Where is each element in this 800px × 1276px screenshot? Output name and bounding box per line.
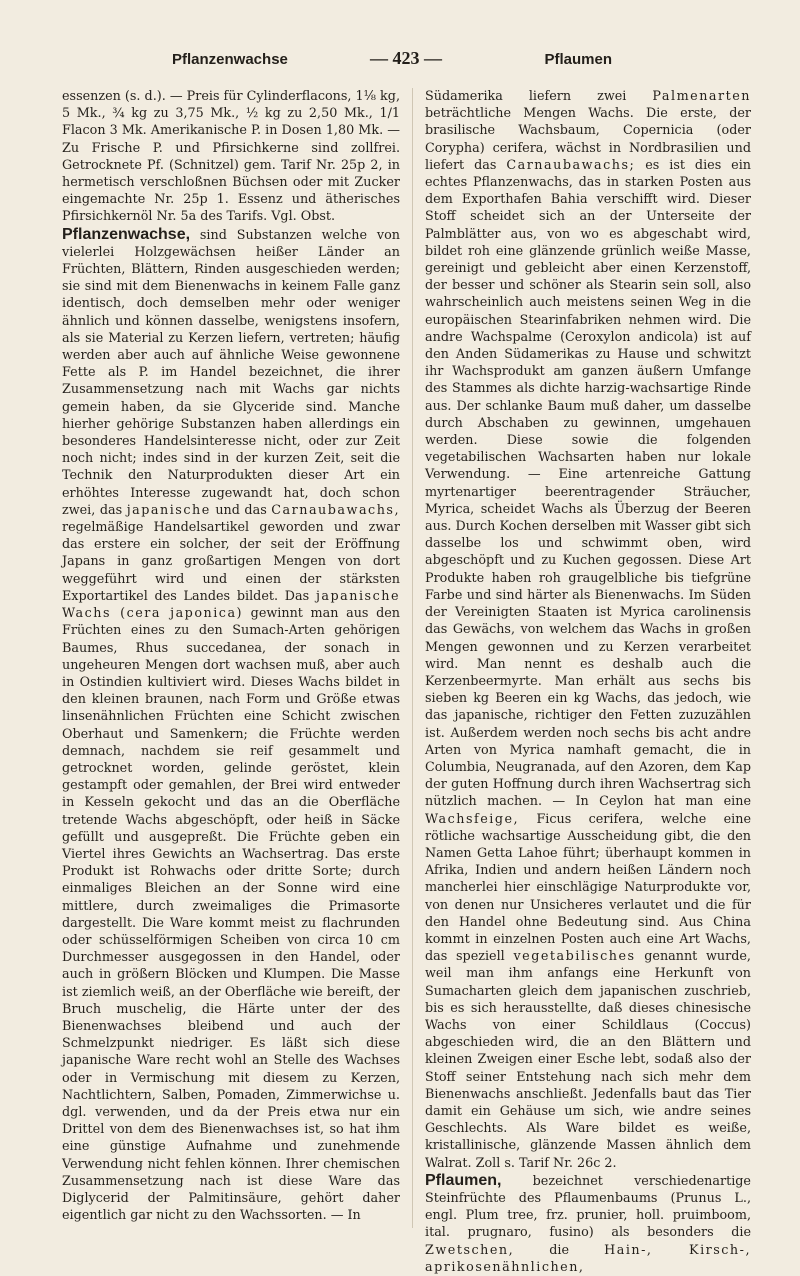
- entry-pflaumen: [425, 1172, 751, 1276]
- entry-headword: Pflaumen,: [425, 1171, 502, 1189]
- paragraph-text: regelmäßige Handelsartikel geworden und zwar das erstere ein solcher, der seit der Eröffnung Japans in ganz großartigen Mengen von dort weggeführt wird und einen der stärksten Exportartikel des Landes bildet. Das: [62, 520, 400, 604]
- spaced-term: japanische Wachs (cera japonica): [62, 588, 400, 622]
- spaced-term: Wachsfeige,: [425, 811, 520, 827]
- spaced-term: Hain-, Kirsch-, aprikosenähnlichen,: [425, 1242, 751, 1275]
- paragraph-text: und das: [215, 502, 267, 518]
- paragraph-text: die: [549, 1242, 570, 1258]
- header-right-keyword: Pflaumen: [544, 51, 612, 68]
- paragraph-text: Ficus cerifera, welche eine rötliche wachsartige Ausscheidung gibt, die den Namen Getta Lahoe führt; überhaupt kommen in Afrika, Indien und andern heißen Ländern noch mancherlei hier einschlägige Naturprodukte vor, von denen nur Unsicheres verlautet und die für den Handel ohne Bedeutung sind. Aus China kommt in einzelnen Posten auch eine Art Wachs, das speziell: [425, 811, 751, 965]
- page-number: — 423 —: [370, 48, 442, 68]
- entry-headword: Pflanzenwachse,: [62, 225, 191, 243]
- entry-pflanzenwachse: [62, 226, 400, 1225]
- paragraph-text: Südamerika liefern zwei: [425, 89, 627, 104]
- spaced-term: Carnaubawachs;: [506, 157, 636, 173]
- spaced-term: Palmenarten: [652, 89, 751, 104]
- spaced-term: vegetabilisches: [513, 949, 636, 965]
- spaced-term: Carnaubawachs,: [271, 502, 400, 518]
- spaced-term: Zwetschen,: [425, 1242, 515, 1258]
- right-column: [425, 88, 751, 1276]
- paragraph-text: sind Substanzen welche von vielerlei Holzgewächsen heißer Länder an Früchten, Blättern, Rinden ausgeschieden werden; sie sind mit dem Bienenwachs in keinem Falle ganz identisch, doch demselben mehr oder weniger ähnlich und können dasselbe, wenigstens insofern, als sie Material zu Kerzen liefern, vertreten; häufig werden aber auch auf ähnliche Weise gewonnene Fette als P. im Handel bezeichnet, die ihrer Zusammensetzung nach mit Wachs gar nichts gemein haben, da sie Glyceride sind. Manche hierher gehörige Substanzen haben allerdings ein besonderes Handelsinteresse nicht, oder zur Zeit noch nicht; indes sind in der kurzen Zeit, seit die Technik den Naturprodukten dieser Art ein erhöhtes Interesse zugewandt hat, doch schon zwei, das: [62, 227, 400, 518]
- paragraph-text: essenzen (s. d.). — Preis für Cylinderflacons, 1⅛ kg, 5 Mk., ¾ kg zu 3,75 Mk., ½ kg zu 2,50 Mk., 1/1 Flacon 3 Mk. Amerikanische P. in Dosen 1,80 Mk. — Zu Frische P. und Pfirsichkerne sind zollfrei. Getrocknete Pf. (Schnitzel) gem. Tarif Nr. 25p 2, in hermetisch verschloßnen Büchsen oder mit Zucker eingemachte Nr. 25p 1. Essenz und ätherisches Pfirsichkernöl Nr. 5a des Tarifs. Vgl. Obst.: [62, 89, 400, 225]
- entry-continuation: [425, 88, 751, 1172]
- paragraph-text: gewinnt man aus den Früchten eines zu den Sumach-Arten gehörigen Baumes, Rhus succedanea, der sonach in ungeheuren Mengen dort wachsen muß, aber auch in Ostindien kultiviert wird. Dieses Wachs bildet in den kleinen braunen, nach Form und Größe etwas linsenähnlichen Früchten eine Schicht zwischen Oberhaut und Samenkern; die Früchte werden demnach, nachdem sie reif gesammelt und getrocknet worden, gelinde geröstet, klein gestampft oder gemahlen, der Brei wird entweder in Kesseln gekocht und das an die Oberfläche tretende Wachs abgeschöpft, oder heiß in Säcke gefüllt und ausgepreßt. Die Früchte geben ein Viertel ihres Gewichts an Wachsertrag. Das erste Produkt ist Rohwachs oder dritte Sorte; durch einmaliges Bleichen an der Sonne wird eine mittlere, durch zweimaliges die Primasorte dargestellt. Die Ware kommt meist zu flachrunden oder schüsselförmigen Scheiben von circa 10 cm Durchmesser ausgegossen in den Handel, oder auch in größern Blöcken und Klumpen. Die Masse ist ziemlich weiß, an der Oberfläche wie bereift, der Bruch muschelig, die Härte unter der des Bienenwachses bleibend und auch der Schmelzpunkt niedriger. Es läßt sich diese japanische Ware recht wohl an Stelle des Wachses oder in Vermischung mit diesem zu Kerzen, Nachtlichtern, Salben, Pomaden, Zimmerwichse u. dgl. verwenden, und da der Preis etwa nur ein Drittel von dem des Bienenwachses ist, so hat ihm eine günstige Aufnahme und zunehmende Verwendung nicht fehlen können. Ihrer chemischen Zusammensetzung nach ist diese Ware das Diglycerid der Palmitinsäure, gehört daher eigentlich gar nicht zu den Wachssorten. — In: [62, 606, 400, 1224]
- column-divider: [412, 88, 413, 1228]
- left-column: [62, 88, 400, 1224]
- spaced-term: japanische: [126, 502, 211, 518]
- paragraph-text: bezeichnet verschiedenartige Steinfrüchte des Pflaumenbaums (Prunus L., engl. Plum tree, frz. prunier, holl. pruimboom, ital. prugnaro, fusino) als besonders die: [425, 1173, 751, 1241]
- header-left-keyword: Pflanzenwachse: [172, 51, 288, 68]
- paragraph-text: genannt wurde, weil man ihm anfangs eine Herkunft von Sumacharten gleich dem japanischen zuschrieb, bis es sich herausstellte, daß dieses chinesische Wachs von einer Schildlaus (Coccus) abgeschieden wird, die an den Blättern und kleinen Zweigen einer Esche lebt, sodaß also der Stoff seiner Entstehung nach sich mehr dem Bienenwachs anschließt. Jedenfalls baut das Tier damit ein Gehäuse um sich, wie andre seines Geschlechts. Als Ware bildet es weiße, kristallinische, glänzende Massen ähnlich dem Walrat. Zoll s. Tarif Nr. 26c 2.: [425, 949, 751, 1171]
- page-header: [60, 46, 752, 72]
- entry-continuation: [62, 88, 400, 226]
- paragraph-text: beträchtliche Mengen Wachs. Die erste, der brasilische Wachsbaum, Copernicia (oder Corypha) cerifera, wächst in Nordbrasilien und liefert das: [425, 106, 751, 173]
- paragraph-text: es ist dies ein echtes Pflanzenwachs, das in starken Posten aus dem Exporthafen Bahia verschifft wird. Dieser Stoff scheidet sich an der Unterseite der Palmblätter aus, von wo es abgeschabt wird, bildet roh eine glänzende grünlich weiße Masse, gereinigt und gebleicht aber einen Kerzenstoff, der besser und schöner als Stearin sein soll, also wahrscheinlich auch meistens seinen Weg in die europäischen Stearinfabriken nehmen wird. Die andre Wachspalme (Ceroxylon andicola) ist auf den Anden Südamerikas zu Hause und schwitzt ihr Wachsprodukt am ganzen äußern Umfange des Stammes als dichte harzig-wachsartige Rinde aus. Der schlanke Baum muß daher, um dasselbe durch Abschaben zu gewinnen, umgehauen werden. Diese sowie die folgenden vegetabilischen Wachsarten haben nur lokale Verwendung. — Eine artenreiche Gattung myrtenartiger beerentragender Sträucher, Myrica, scheidet Wachs als Überzug der Beeren aus. Durch Kochen derselben mit Wasser gibt sich dasselbe los und schwimmt oben, wird abgeschöpft und zu Kuchen gegossen. Diese Art Produkte haben roh graugelbliche bis tiefgrüne Farbe und sind härter als Bienenwachs. Im Süden der Vereinigten Staaten ist Myrica carolinensis das Gewächs, von welchem das Wachs in großen Mengen gewonnen und zu Kerzen verarbeitet wird. Man nennt es deshalb auch die Kerzenbeermyrte. Man erhält aus sechs bis sieben kg Beeren ein kg Wachs, das jedoch, wie das japanische, richtiger den Fetten zuzuzählen ist. Außerdem werden noch sechs bis acht andre Arten von Myrica namhaft gemacht, die in Columbia, Neugranada, auf den Azoren, dem Kap der guten Hoffnung durch ihren Wachsertrag sich nützlich machen. — In Ceylon hat man eine: [425, 157, 752, 810]
